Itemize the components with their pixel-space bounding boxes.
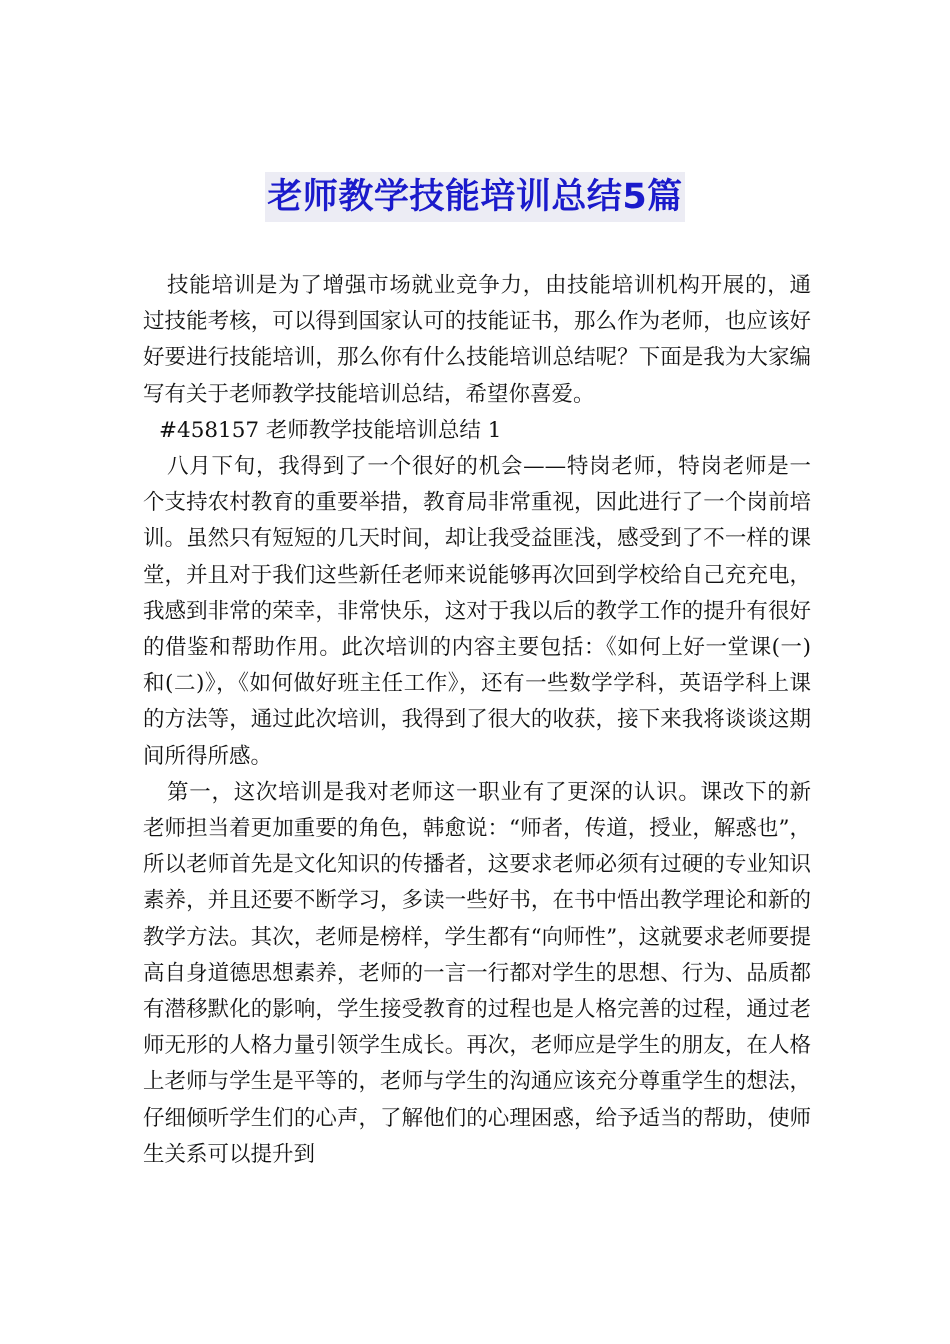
body-paragraph-2: 第一，这次培训是我对老师这一职业有了更深的认识。课改下的新老师担当着更加重要的角色，韩愈说：“师者，传道，授业，解惑也”，所以老师首先是文化知识的传播者，这要求老师必须有过硬的专业知识素养，并且还要不断学习，多读一些好书，在书中悟出教学理论和新的教学方法。其次，老师是榜样，学生都有“向师性”，这就要求老师要提高自身道德思想素养，老师的一言一行都对学生的思想、行为、品质都有潜移默化的影响，学生接受教育的过程也是人格完善的过程，通过老师无形的人格力量引领学生成长。再次，老师应是学生的朋友，在人格上老师与学生是平等的，老师与学生的沟通应该充分尊重学生的想法，仔细倾听学生们的心声，了解他们的心理困惑，给予适当的帮助，使师生关系可以提升到 [143,779,811,1167]
document-title: 老师教学技能培训总结5篇 [265,172,684,222]
intro-paragraph: 技能培训是为了增强市场就业竞争力，由技能培训机构开展的，通过技能考核，可以得到国家认可的技能证书，那么作为老师，也应该好好要进行技能培训，那么你有什么技能培训总结呢？下面是我为大家编写有关于老师教学技能培训总结，希望你喜爱。 [143,273,811,407]
body-paragraph-1: 八月下旬，我得到了一个很好的机会——特岗老师，特岗老师是一个支持农村教育的重要举措，教育局非常重视，因此进行了一个岗前培训。虽然只有短短的几天时间，却让我受益匪浅，感受到了不一样的课堂，并且对于我们这些新任老师来说能够再次回到学校给自己充充电，我感到非常的荣幸，非常快乐，这对于我以后的教学工作的提升有很好的借鉴和帮助作用。此次培训的内容主要包括：《如何上好一堂课(一)和(二)》，《如何做好班主任工作》，还有一些数学学科，英语学科上课的方法等，通过此次培训，我得到了很大的收获，接下来我将谈谈这期间所得所感。 [143,454,811,769]
section-heading: #458157 老师教学技能培训总结 1 [159,417,502,443]
document-body [143,268,811,1173]
title-container [0,172,950,222]
